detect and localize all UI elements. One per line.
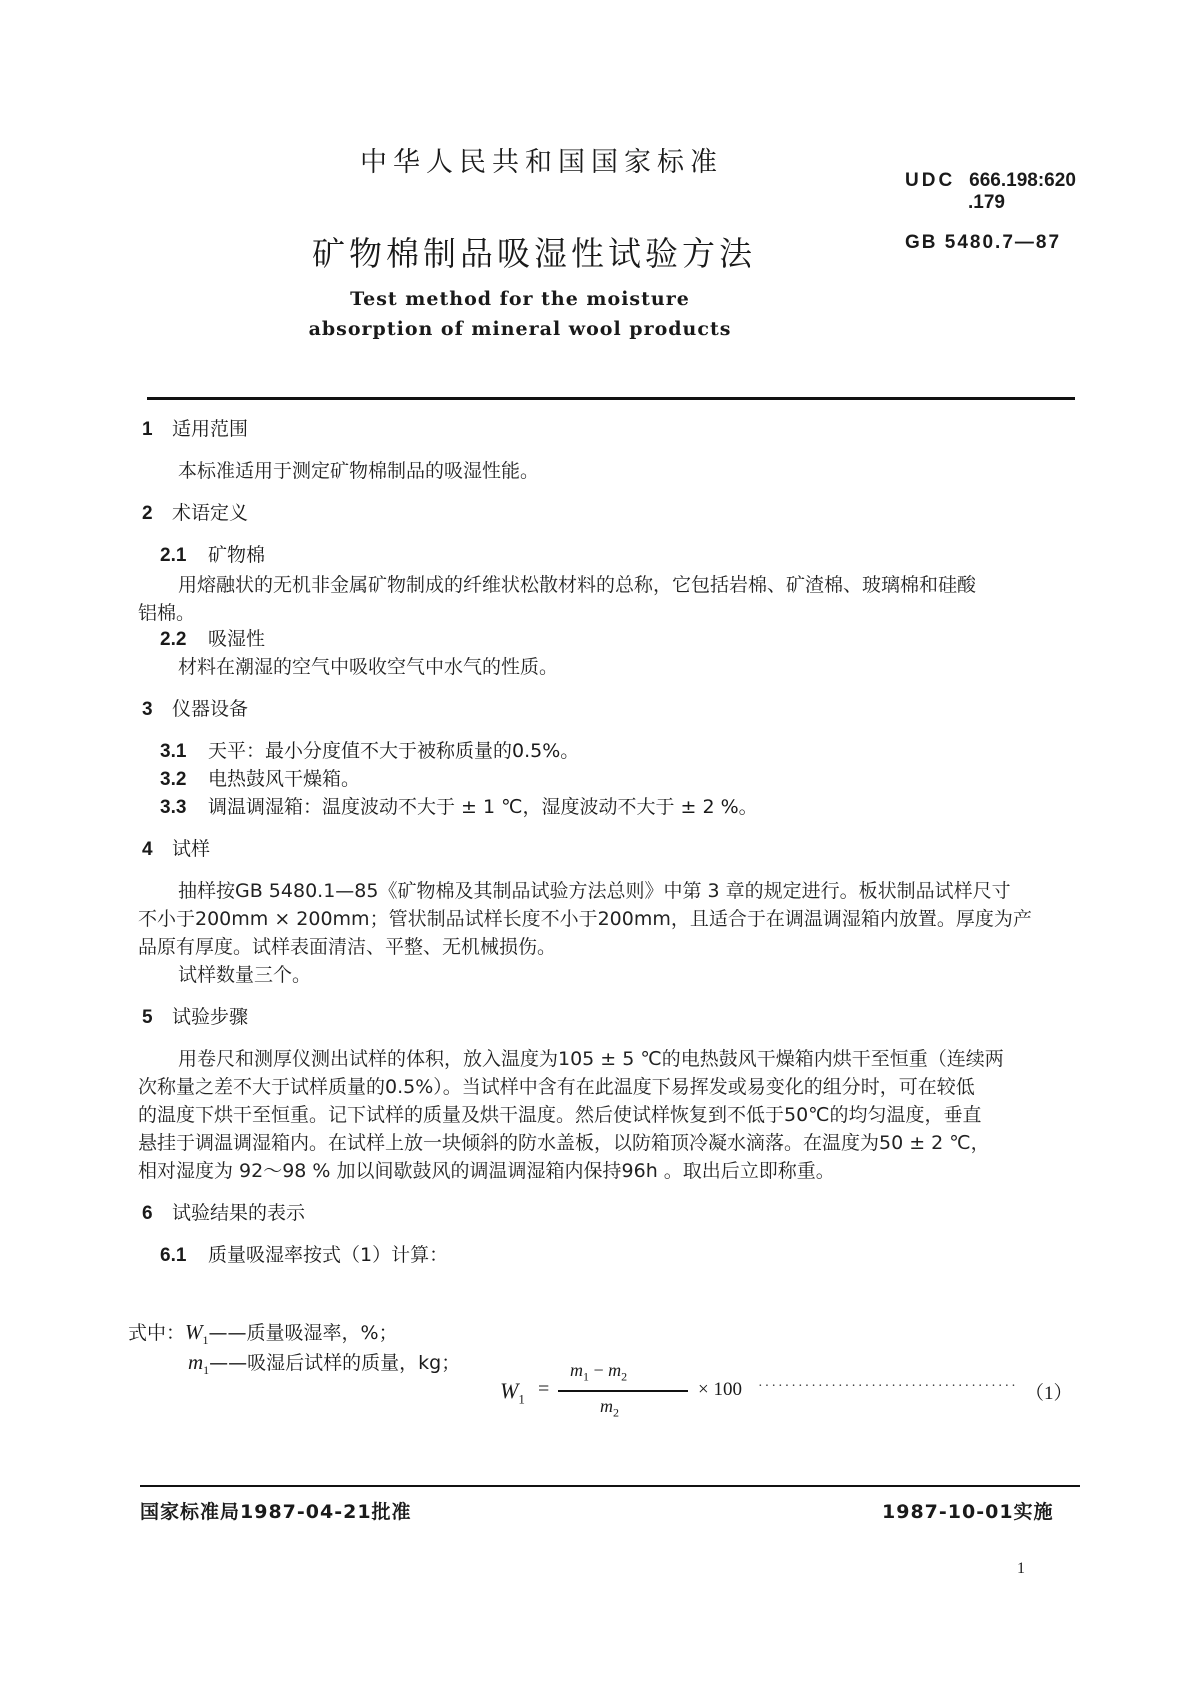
section-4-body-line2: 不小于200mm × 200mm；管状制品试样长度不小于200mm，且适合于在调温调湿箱内放置。厚度为产 xyxy=(138,908,1032,930)
formula-leader-dots: ······································· xyxy=(758,1379,1018,1394)
section-5-body-line4: 悬挂于调温调湿箱内。在试样上放一块倾斜的防水盖板，以防箱顶冷凝水滴落。在温度为50 ± 2 ℃， xyxy=(138,1132,990,1154)
formula-denominator: $m_2$ xyxy=(600,1396,619,1420)
approval-date: 国家标准局1987-04-21批准 xyxy=(140,1501,412,1523)
udc-code xyxy=(905,170,1076,192)
section-5-number: 5 xyxy=(142,1007,153,1028)
subsection-3-1 xyxy=(160,736,579,763)
definition-2-text: ——吸湿后试样的质量，kg； xyxy=(209,1352,461,1374)
udc-code-line2: .179 xyxy=(968,192,1005,213)
section-6-title: 试验结果的表示 xyxy=(172,1202,306,1224)
document-title-cn: 矿物棉制品吸湿性试验方法 xyxy=(312,234,756,273)
subsection-3-1-number: 3.1 xyxy=(160,741,187,762)
definitions-prefix: 式中： xyxy=(128,1322,186,1344)
subsection-2-1-title: 矿物棉 xyxy=(208,544,266,566)
formula-lhs: $W_1$ xyxy=(500,1378,525,1407)
section-3-title: 仪器设备 xyxy=(172,698,249,720)
subsection-3-2 xyxy=(160,764,360,791)
subsection-2-1-body-line2: 铝棉。 xyxy=(138,602,196,624)
gb-code: GB 5480.7—87 xyxy=(905,232,1062,253)
definition-1-text: ——质量吸湿率，%； xyxy=(208,1322,398,1344)
section-5-body-line3: 的温度下烘干至恒重。记下试样的质量及烘干温度。然后使试样恢复到不低于50℃的均匀温度，垂直 xyxy=(138,1104,982,1126)
subsection-2-2-title: 吸湿性 xyxy=(208,628,266,650)
udc-label: UDC xyxy=(905,170,956,191)
formula-numerator: $m_1 - m_2$ xyxy=(570,1360,628,1384)
section-6-number: 6 xyxy=(142,1203,153,1224)
subsection-3-2-text: 电热鼓风干燥箱。 xyxy=(208,768,361,790)
section-2-title: 术语定义 xyxy=(172,502,249,524)
section-5-heading xyxy=(142,1002,248,1029)
section-3-heading xyxy=(142,694,248,721)
page-number: 1 xyxy=(1017,1560,1025,1577)
udc-code-line1: 666.198:620 xyxy=(969,170,1076,191)
formula-1 xyxy=(500,1360,1073,1430)
subsection-6-1-text: 质量吸湿率按式（1）计算： xyxy=(208,1244,449,1266)
header-divider xyxy=(147,397,1075,400)
formula-number: （1） xyxy=(1025,1383,1073,1404)
section-5-body-line2: 次称量之差不大于试样质量的0.5%）。当试样中含有在此温度下易挥发或易变化的组分时，可在较低 xyxy=(138,1076,975,1098)
section-1-title: 适用范围 xyxy=(172,418,249,440)
subsection-2-2-heading xyxy=(160,624,265,651)
section-4-heading xyxy=(142,834,210,861)
definition-2-symbol: $m_1$ xyxy=(188,1350,210,1378)
section-4-title: 试样 xyxy=(172,838,211,860)
subsection-2-1-heading xyxy=(160,540,265,567)
section-4-body-line1: 抽样按GB 5480.1—85《矿物棉及其制品试验方法总则》中第 3 章的规定进行。板状制品试样尺寸 xyxy=(178,880,1011,902)
effective-date: 1987-10-01实施 xyxy=(882,1501,1054,1523)
section-5-body-line5: 相对湿度为 92～98 % 加以间歇鼓风的调温调湿箱内保持96h 。取出后立即称重。 xyxy=(138,1160,835,1182)
subsection-6-1 xyxy=(160,1240,448,1267)
section-4-body-line4: 试样数量三个。 xyxy=(178,964,312,986)
subsection-3-3-number: 3.3 xyxy=(160,797,187,818)
section-1-number: 1 xyxy=(142,419,153,440)
formula-fraction-bar xyxy=(558,1390,688,1392)
definition-1-symbol: $W_1$ xyxy=(185,1320,209,1348)
document-title-en-line1: Test method for the moisture xyxy=(350,288,690,310)
section-5-title: 试验步骤 xyxy=(172,1006,249,1028)
subsection-2-2-number: 2.2 xyxy=(160,629,187,650)
section-4-number: 4 xyxy=(142,839,153,860)
document-title-en-line2: absorption of mineral wool products xyxy=(308,318,732,340)
section-1-body: 本标准适用于测定矿物棉制品的吸湿性能。 xyxy=(178,460,540,482)
subsection-2-1-number: 2.1 xyxy=(160,545,187,566)
section-6-heading xyxy=(142,1198,305,1225)
subsection-2-2-body: 材料在潮湿的空气中吸收空气中水气的性质。 xyxy=(178,656,559,678)
subsection-6-1-number: 6.1 xyxy=(160,1245,187,1266)
section-2-number: 2 xyxy=(142,503,153,524)
subsection-3-1-text: 天平：最小分度值不大于被称质量的0.5%。 xyxy=(208,740,580,762)
definition-line-1 xyxy=(128,1318,398,1348)
subsection-2-1-body-line1: 用熔融状的无机非金属矿物制成的纤维状松散材料的总称，它包括岩棉、矿渣棉、玻璃棉和硅酸 xyxy=(178,574,977,596)
formula-equals: = xyxy=(538,1378,550,1400)
footer-divider xyxy=(140,1485,1080,1487)
section-5-body-line1: 用卷尺和测厚仪测出试样的体积，放入温度为105 ± 5 ℃的电热鼓风干燥箱内烘干至恒重（连续两 xyxy=(178,1048,1004,1070)
subsection-3-3-text: 调温调湿箱：温度波动不大于 ± 1 ℃，湿度波动不大于 ± 2 %。 xyxy=(208,796,758,818)
section-1-heading xyxy=(142,414,248,441)
section-3-number: 3 xyxy=(142,699,153,720)
formula-multiplier: × 100 xyxy=(698,1379,742,1400)
issuing-authority: 中华人民共和国国家标准 xyxy=(360,147,723,178)
section-2-heading xyxy=(142,498,248,525)
section-4-body-line3: 品原有厚度。试样表面清洁、平整、无机械损伤。 xyxy=(138,936,557,958)
subsection-3-2-number: 3.2 xyxy=(160,769,187,790)
definition-line-2 xyxy=(188,1348,460,1378)
subsection-3-3 xyxy=(160,792,758,819)
